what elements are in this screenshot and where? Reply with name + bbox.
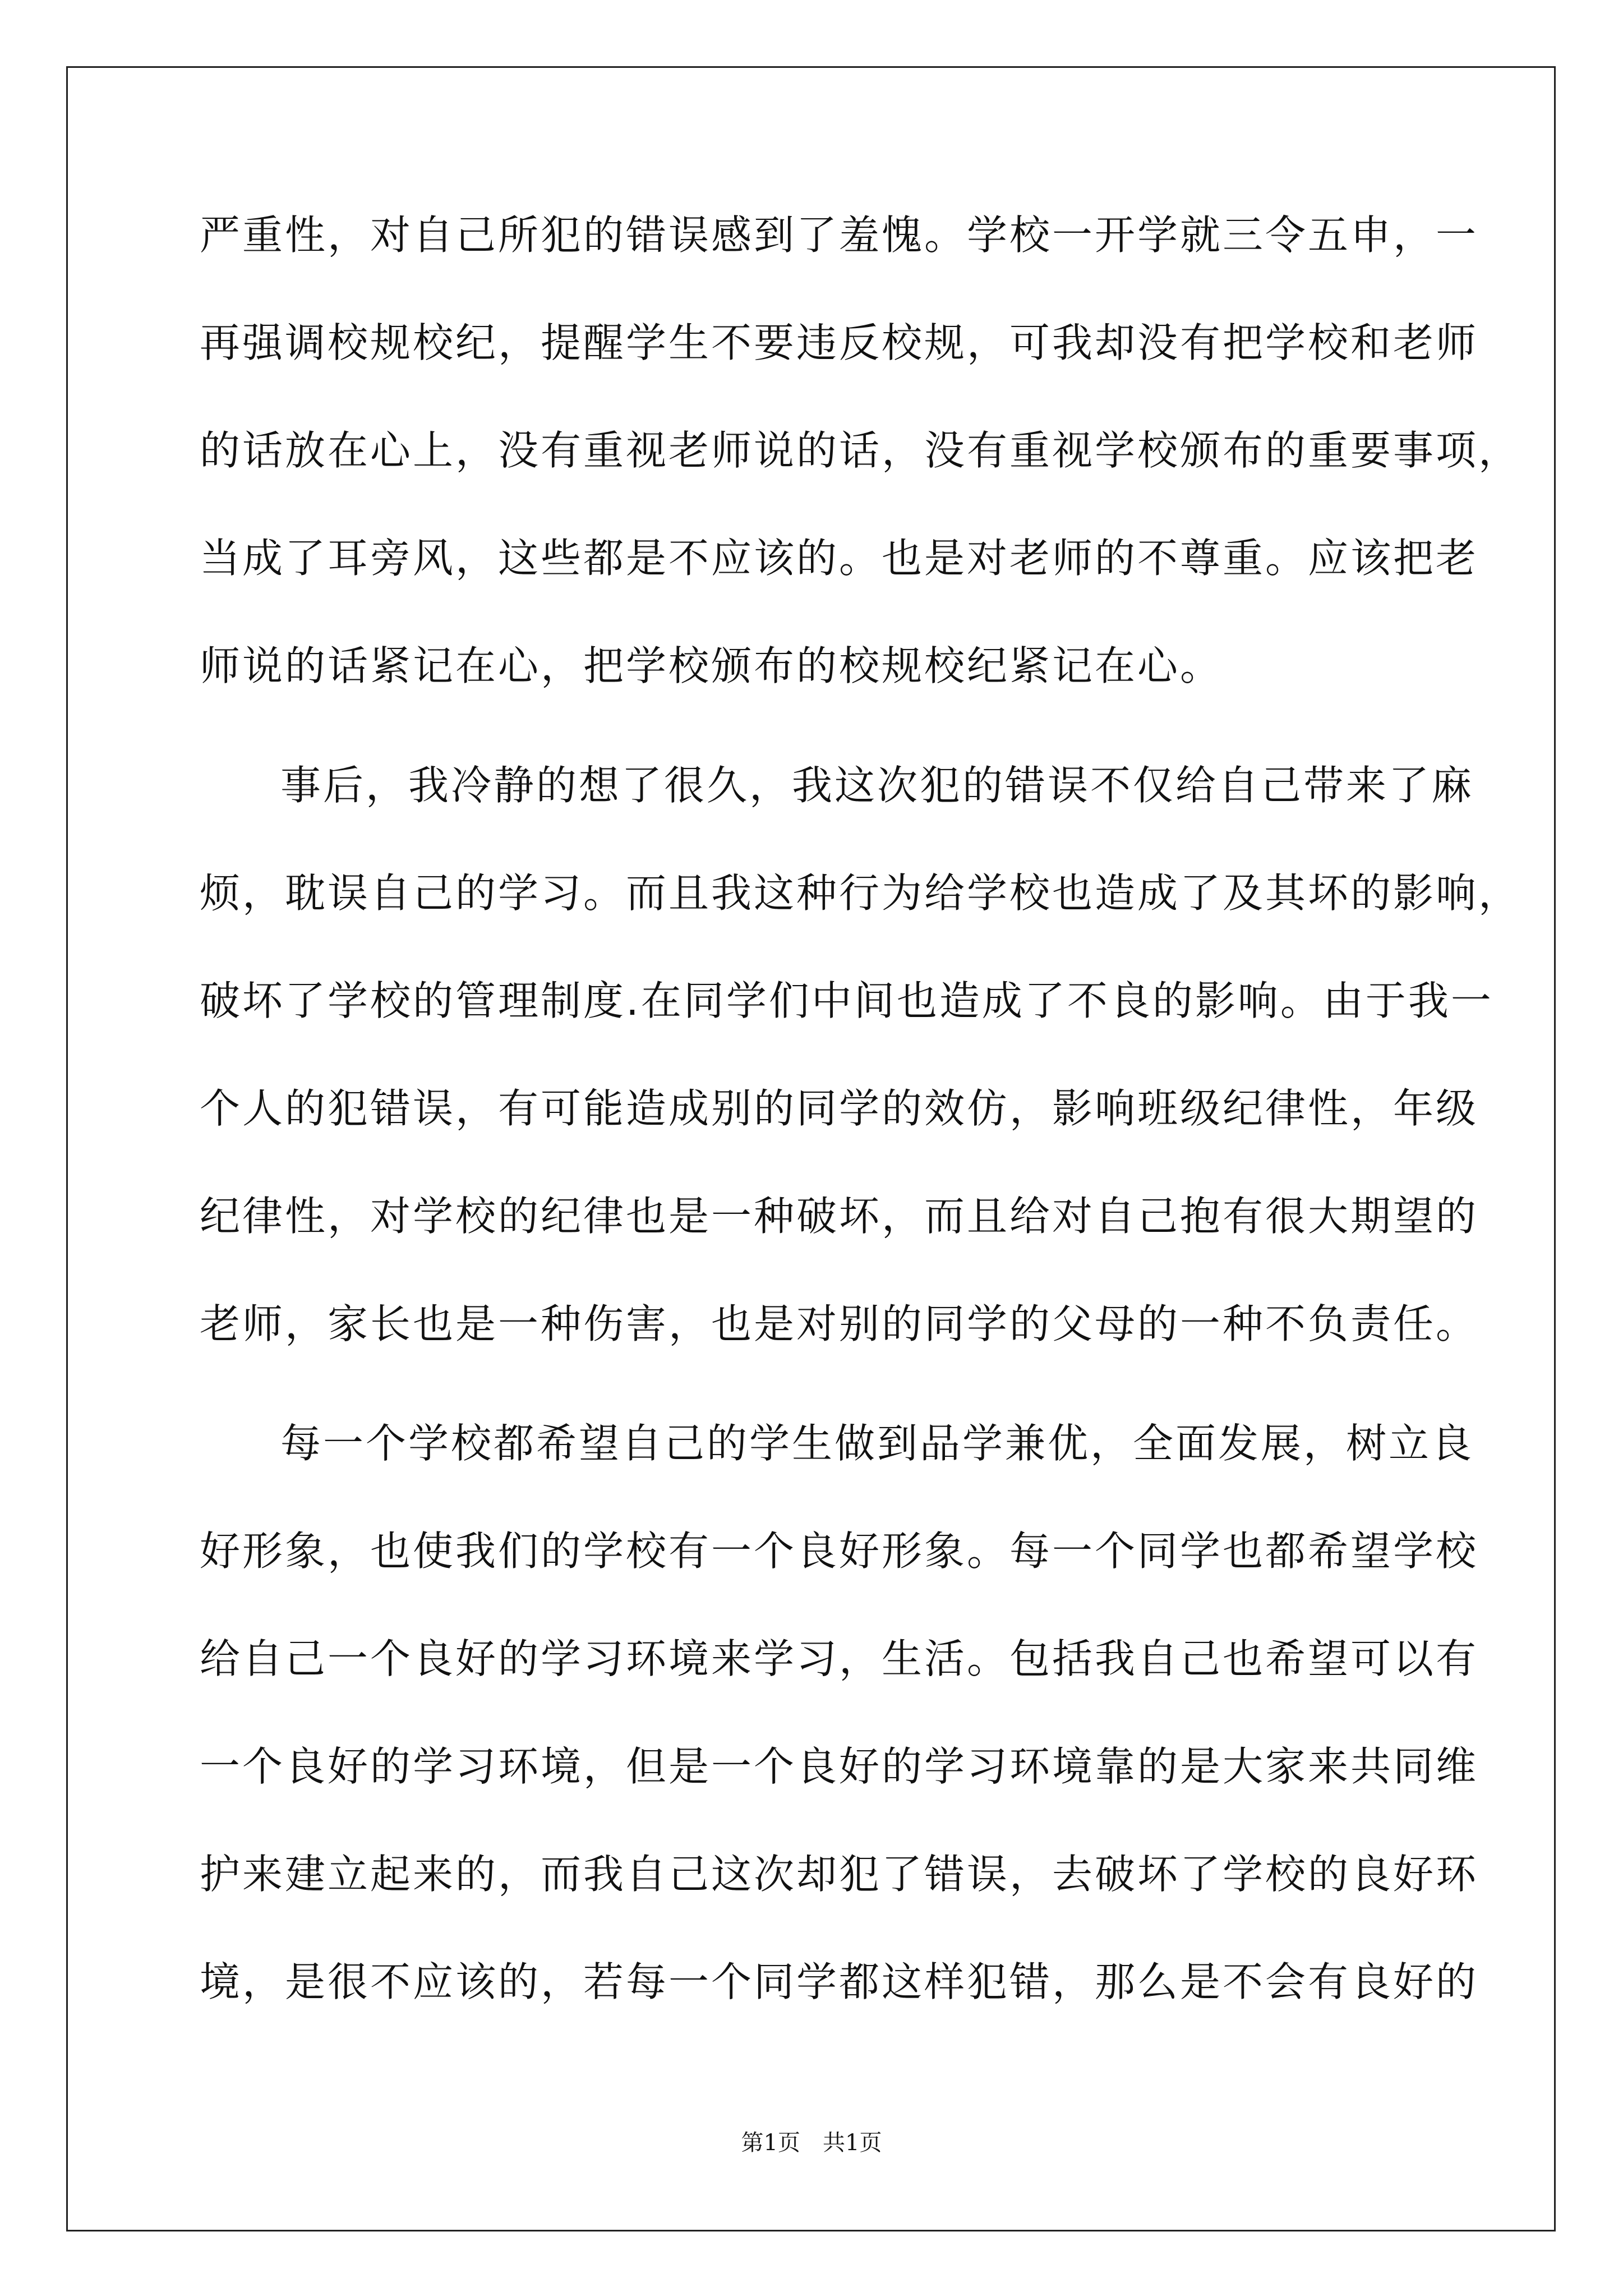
text-line: 师说的话紧记在心，把学校颁布的校规校纪紧记在心。 xyxy=(200,642,1223,689)
text-line: 的话放在心上，没有重视老师说的话，没有重视学校颁布的重要事项， xyxy=(200,427,1521,474)
text-line: 当成了耳旁风，这些都是不应该的。也是对老师的不尊重。应该把老 xyxy=(200,535,1479,582)
text-line: 个人的犯错误，有可能造成别的同学的效仿，影响班级纪律性，年级 xyxy=(200,1085,1479,1132)
text-line: 烦，耽误自己的学习。而且我这种行为给学校也造成了及其坏的影响， xyxy=(200,869,1521,917)
text-line: 破坏了学校的管理制度.在同学们中间也造成了不良的影响。由于我一 xyxy=(200,977,1493,1024)
paragraph-start-line: 每一个学校都希望自己的学生做到品学兼优，全面发展，树立良 xyxy=(280,1420,1474,1467)
page-border xyxy=(66,66,1556,2231)
text-line: 境，是很不应该的，若每一个同学都这样犯错，那么是不会有良好的 xyxy=(200,1958,1479,2005)
text-line: 一个良好的学习环境，但是一个良好的学习环境靠的是大家来共同维 xyxy=(200,1743,1479,1790)
paragraph-start-line: 事后，我冷静的想了很久，我这次犯的错误不仅给自己带来了麻 xyxy=(280,762,1474,809)
text-line: 给自己一个良好的学习环境来学习，生活。包括我自己也希望可以有 xyxy=(200,1635,1479,1682)
text-line: 严重性，对自己所犯的错误感到了羞愧。学校一开学就三令五申，一 xyxy=(200,211,1479,259)
page-number-footer: 第1页 共1页 xyxy=(741,2130,882,2156)
text-line: 护来建立起来的，而我自己这次却犯了错误，去破坏了学校的良好环 xyxy=(200,1851,1479,1898)
text-line: 好形象，也使我们的学校有一个良好形象。每一个同学也都希望学校 xyxy=(200,1527,1479,1575)
text-line: 纪律性，对学校的纪律也是一种破坏，而且给对自己抱有很大期望的 xyxy=(200,1193,1479,1240)
text-line: 老师，家长也是一种伤害，也是对别的同学的父母的一种不负责任。 xyxy=(200,1300,1479,1347)
text-line: 再强调校规校纪，提醒学生不要违反校规，可我却没有把学校和老师 xyxy=(200,319,1479,366)
